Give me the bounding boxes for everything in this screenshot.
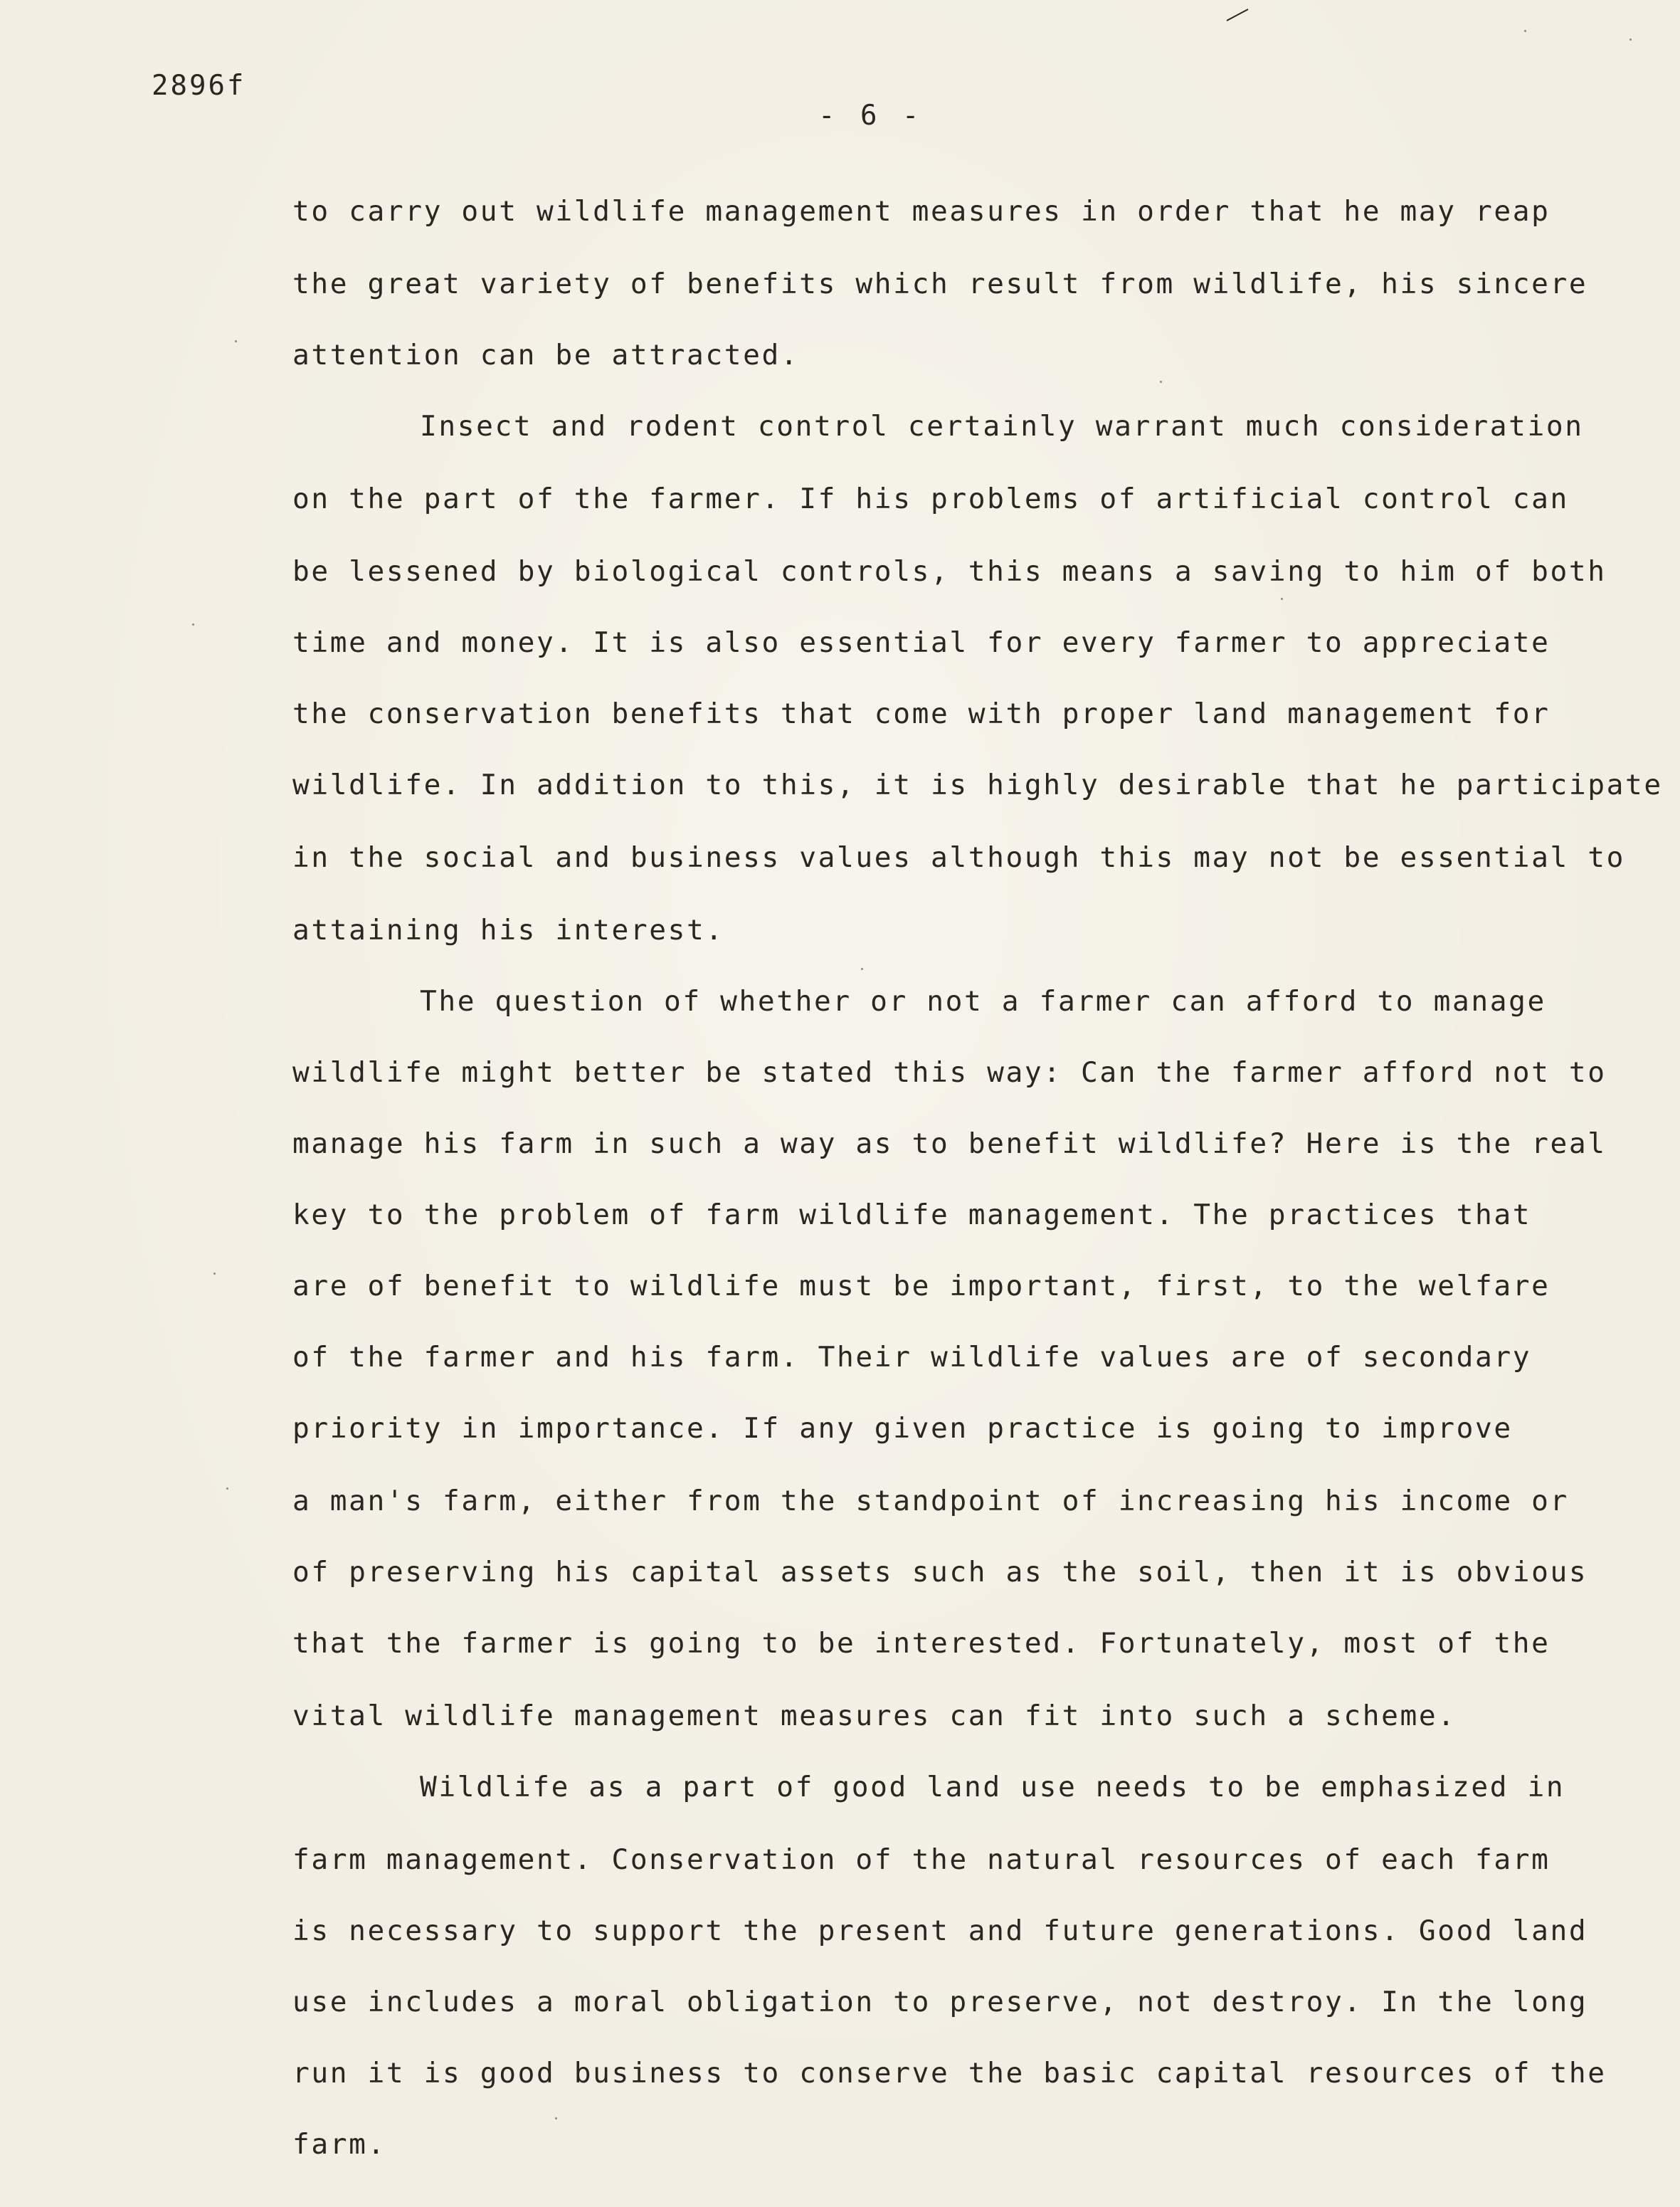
text-line: manage his farm in such a way as to benefit wildlife? Here is the real xyxy=(292,1127,1607,1160)
text-line: be lessened by biological controls, this means a saving to him of both xyxy=(292,555,1607,588)
text-line: vital wildlife management measures can fit into such a scheme. xyxy=(292,1700,1457,1732)
text-line: to carry out wildlife management measures in order that he may reap xyxy=(292,195,1550,228)
text-line: time and money. It is also essential for every farmer to appreciate xyxy=(292,626,1550,659)
text-line: use includes a moral obligation to preserve, not destroy. In the long xyxy=(292,1986,1588,2018)
paper-speck xyxy=(192,623,194,626)
text-line: attaining his interest. xyxy=(292,914,724,947)
paper-speck xyxy=(1281,598,1283,600)
paper-speck xyxy=(861,968,863,970)
text-line: The question of whether or not a farmer can afford to manage xyxy=(420,985,1546,1018)
text-line: the great variety of benefits which result from wildlife, his sincere xyxy=(292,268,1588,300)
paper-speck xyxy=(1629,38,1632,41)
paper-speck xyxy=(1524,30,1526,32)
text-line: of preserving his capital assets such as the soil, then it is obvious xyxy=(292,1556,1588,1589)
pencil-check-mark xyxy=(1227,9,1249,21)
text-line: priority in importance. If any given practice is going to improve xyxy=(292,1412,1513,1445)
text-line: run it is good business to conserve the basic capital resources of the xyxy=(292,2057,1607,2090)
text-line: on the part of the farmer. If his problems of artificial control can xyxy=(292,483,1569,515)
paper-speck xyxy=(1160,381,1162,383)
text-line: farm management. Conservation of the natural resources of each farm xyxy=(292,1843,1550,1876)
text-line: key to the problem of farm wildlife management. The practices that xyxy=(292,1199,1532,1231)
text-line: a man's farm, either from the standpoint of increasing his income or xyxy=(292,1485,1569,1517)
text-line: is necessary to support the present and future generations. Good land xyxy=(292,1914,1588,1947)
paper-speck xyxy=(226,1487,228,1490)
text-line: are of benefit to wildlife must be important, first, to the welfare xyxy=(292,1270,1550,1302)
text-line: Insect and rodent control certainly warrant much consideration xyxy=(420,410,1584,443)
text-line: wildlife might better be stated this way: Can the farmer afford not to xyxy=(292,1056,1607,1089)
text-line: the conservation benefits that come with proper land management for xyxy=(292,697,1550,730)
text-line: farm. xyxy=(292,2128,386,2161)
text-line: attention can be attracted. xyxy=(292,339,800,372)
paper-speck xyxy=(213,1273,216,1275)
text-line: Wildlife as a part of good land use needs to be emphasized in xyxy=(420,1771,1565,1803)
paper-speck xyxy=(235,340,237,342)
text-line: that the farmer is going to be interested. Fortunately, most of the xyxy=(292,1627,1550,1660)
text-line: wildlife. In addition to this, it is highly desirable that he participate xyxy=(292,769,1663,801)
paper-speck xyxy=(555,2117,557,2119)
text-line: in the social and business values although this may not be essential to xyxy=(292,841,1626,874)
document-id: 2896f xyxy=(152,70,246,102)
text-line: of the farmer and his farm. Their wildlife values are of secondary xyxy=(292,1341,1532,1374)
page-number: - 6 - xyxy=(818,100,924,132)
